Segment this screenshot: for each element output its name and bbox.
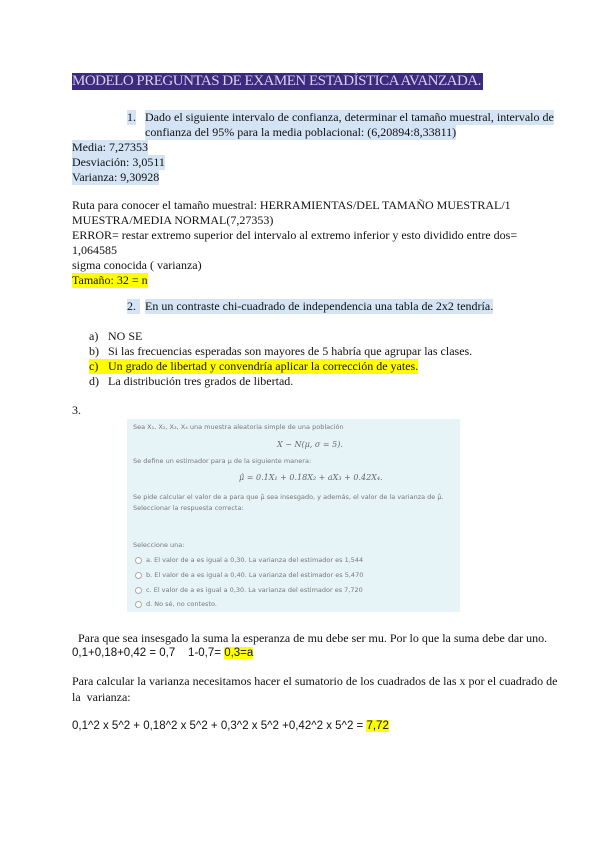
q3-variance-answer: 7,72 [366, 720, 389, 732]
q3-a-answer: 0,3=a [224, 647, 254, 659]
q2-text: En un contraste chi-cuadrado de independencia una tabla de 2x2 tendría. [145, 299, 494, 313]
q1-error-line2: 1,064585 [72, 243, 117, 257]
q1-ruta-line1: Ruta para conocer el tamaño muestral: HERRAMIENTAS/DEL TAMAÑO MUESTRAL/1 [72, 198, 511, 212]
q2-option-a: NO SE [108, 329, 143, 343]
q2-number: 2. [127, 299, 140, 314]
q3-explanation-1: Para que sea insesgado la suma la esperanza de mu debe ser mu. Por lo que la suma debe dar uno. [72, 631, 548, 645]
q3-intro: Sea X₁, X₂, X₃, X₄ una muestra aleatoria simple de una población [133, 423, 344, 431]
q1-text-line2: confianza del 95% para la media poblacional: (6,20894:8,33811) [145, 125, 457, 139]
q1-number: 1. [127, 110, 136, 124]
q1-sigma: sigma conocida ( varianza) [72, 258, 202, 272]
q3-ask-line1: Se pide calcular el valor de a para que μ̂ sea insesgado, y además, el valor de la varianza de μ̂. [133, 493, 444, 501]
q3-option-d[interactable]: d. No sé, no contesto. [135, 600, 217, 608]
radio-icon [135, 601, 142, 608]
radio-icon [135, 557, 142, 564]
q3-option-b[interactable]: b. El valor de a es igual a 0,40. La varianza del estimador es 5,470 [135, 571, 363, 579]
q3-explanation-2-line2: la varianza: [72, 690, 131, 704]
q3-define: Se define un estimador para μ de la siguiente manera: [133, 457, 312, 465]
q1-ruta-line2: MUESTRA/MEDIA NORMAL(7,27353) [72, 213, 274, 227]
radio-icon [135, 572, 142, 579]
q3-option-a[interactable]: a. El valor de a es igual a 0,30. La varianza del estimador es 1,544 [135, 556, 363, 564]
q1-text-line1: Dado el siguiente intervalo de confianza, determinar el tamaño muestral, intervalo de [145, 110, 554, 124]
q2-option-d: La distribución tres grados de libertad. [108, 374, 294, 388]
radio-icon [135, 587, 142, 594]
q3-ask-line2: Seleccionar la respuesta correcta: [133, 504, 244, 512]
q1-media: Media: 7,27353 [72, 140, 148, 154]
q1-desviacion: Desviación: 3,0511 [72, 155, 165, 169]
q2-option-c-letter: c) [89, 359, 108, 374]
q2-option-b-letter: b) [89, 344, 99, 358]
q3-explanation-2-line1: Para calcular la varianza necesitamos hacer el sumatorio de los cuadrados de las x por el cuadrado de [72, 674, 558, 688]
q1-tamano-answer: Tamaño: 32 = n [72, 273, 148, 287]
q2-option-d-letter: d) [89, 374, 99, 388]
q2-option-b: Si las frecuencias esperadas son mayores de 5 habría que agrupar las clases. [108, 344, 473, 358]
q3-distribution: X ~ N(μ, σ = 5). [277, 440, 343, 449]
q3-calc-1: 0,1+0,18+0,42 = 0,7 1-0,7= 0,3=a [72, 647, 254, 659]
q3-question-screenshot [127, 419, 460, 612]
q1-error-line1: ERROR= restar extremo superior del intervalo al extremo inferior y esto dividido entre dos= [72, 228, 518, 242]
q3-select-label: Seleccione una: [133, 541, 185, 549]
q3-calc-2: 0,1^2 x 5^2 + 0,18^2 x 5^2 + 0,3^2 x 5^2 +0,42^2 x 5^2 = 7,72 [72, 720, 389, 732]
q3-number: 3. [72, 403, 81, 417]
q1-varianza: Varianza: 9,30928 [72, 170, 160, 184]
q3-option-c[interactable]: c. El valor de a es igual a 0,30. La varianza del estimador es 7,720 [135, 586, 363, 594]
q3-estimator: μ̂ = 0.1X₁ + 0.18X₂ + aX₃ + 0.42X₄. [239, 473, 383, 482]
document-title: MODELO PREGUNTAS DE EXAMEN ESTADÍSTICA AVANZADA. [72, 73, 483, 90]
q2-option-c-answer: Un grado de libertad y convendría aplicar la corrección de yates. [108, 359, 419, 373]
q2-option-a-letter: a) [89, 329, 99, 343]
